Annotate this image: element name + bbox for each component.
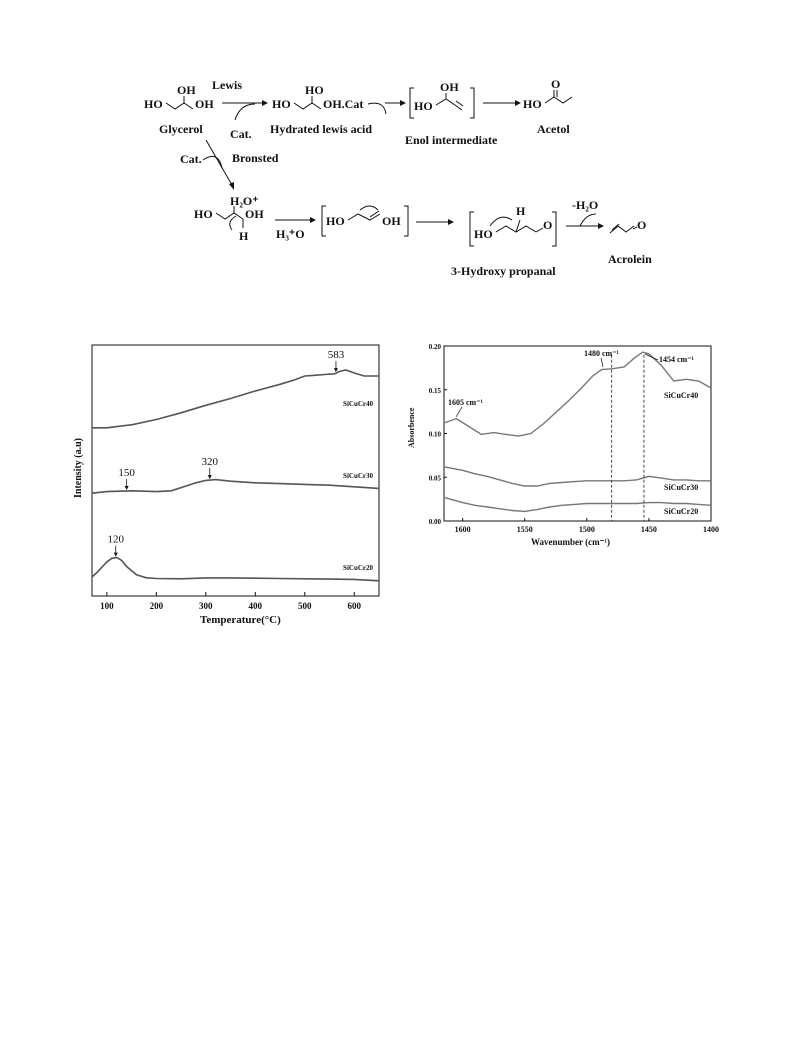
glycerol-oh-right: OH — [195, 97, 214, 111]
hp-ho: HO — [474, 227, 493, 241]
proton-oh: OH — [245, 207, 264, 221]
ftir-ytick-label: 0.15 — [428, 386, 441, 395]
tpd-xtick-label: 300 — [199, 601, 213, 611]
ftir-xlabel: Wavenumber (cm⁻¹) — [531, 537, 611, 547]
glycerol-label: Glycerol — [159, 122, 203, 136]
hydrated-label: Hydrated lewis acid — [270, 122, 372, 136]
hp-label: 3-Hydroxy propanal — [451, 264, 556, 278]
enol-oh: OH — [440, 80, 459, 94]
acrolein-label: Acrolein — [608, 252, 652, 266]
tpd-xtick-label: 400 — [248, 601, 263, 611]
bronsted-label: Bronsted — [232, 151, 279, 165]
ftir-ytick-label: 0.10 — [428, 430, 441, 439]
diol-ho: HO — [326, 214, 345, 228]
ftir-xtick-label: 1500 — [578, 525, 595, 534]
ftir-xtick-label: 1600 — [454, 525, 471, 534]
ftir-annot-label: 1454 cm⁻¹ — [659, 355, 694, 364]
glycerol-ho: HO — [144, 97, 163, 111]
acetol-ho: HO — [523, 97, 542, 111]
tpd-xtick-label: 600 — [347, 601, 362, 611]
tpd-ylabel: Intensity (a.u) — [73, 437, 84, 498]
proton-ho: HO — [194, 207, 213, 221]
ftir-lines — [444, 352, 711, 516]
ftir-xtick-label: 1450 — [640, 525, 657, 534]
ftir-annot-leader — [601, 358, 603, 367]
ftir-series-label: SiCuCr40 — [664, 391, 699, 400]
ftir-annot-leader — [645, 354, 658, 360]
proton-h2o: H₂O⁺ — [230, 194, 259, 208]
acrolein-o: O — [637, 218, 647, 232]
ftir-xtick-label: 1400 — [703, 525, 719, 534]
tpd-series-label: SiCuCr20 — [343, 564, 373, 572]
ftir-annot-label: 1480 cm⁻¹ — [584, 349, 619, 358]
bronsted-cat: Cat. — [180, 152, 202, 166]
ftir-annot-label: 1605 cm⁻¹ — [448, 398, 483, 407]
tpd-series-label: SiCuCr40 — [343, 400, 373, 408]
hp-h: H — [516, 204, 526, 218]
ftir-annot-leader — [456, 407, 462, 417]
h2o-label: -H₂O — [572, 198, 599, 212]
ftir-ytick-label: 0.00 — [428, 518, 441, 526]
lewis-label: Lewis — [212, 78, 242, 92]
enol-ho: HO — [414, 99, 433, 113]
ftir-ytick-label: 0.20 — [428, 343, 441, 351]
tpd-annot-label: 320 — [201, 456, 219, 469]
diol-oh: OH — [382, 214, 401, 228]
tpd-xtick-label: 200 — [149, 601, 164, 611]
ftir-ylabel: Absorbence — [407, 407, 416, 448]
enol-label: Enol intermediate — [405, 133, 498, 147]
ftir-ytick-label: 0.05 — [428, 474, 441, 483]
tpd-annot-label: 120 — [107, 533, 125, 546]
tpd-annot-label: 150 — [118, 466, 135, 479]
tpd-xtick-label: 100 — [100, 601, 114, 611]
proton-h: H — [239, 229, 249, 243]
hp-o: O — [543, 218, 553, 232]
tpd-xlabel: Temperature(°C) — [200, 614, 281, 626]
hydrated-ho: HO — [272, 97, 291, 111]
tpd-annot-label: 583 — [327, 349, 345, 362]
acetol-o: O — [551, 77, 561, 91]
h3o-label: H₃⁺O — [276, 227, 305, 241]
acetol-label: Acetol — [537, 122, 570, 136]
tpd-xtick-label: 500 — [298, 601, 312, 611]
ftir-series-label: SiCuCr30 — [664, 483, 699, 492]
ftir-xtick-label: 1550 — [516, 525, 533, 534]
tpd-series-label: SiCuCr30 — [343, 472, 373, 480]
ftir-series-label: SiCuCr20 — [664, 507, 699, 516]
ftir-annotations — [448, 349, 694, 521]
lewis-cat: Cat. — [230, 127, 252, 141]
glycerol-oh-top: OH — [177, 83, 196, 97]
hydrated-ho-top: HO — [305, 83, 324, 97]
hydrated-ohcat: OH.Cat — [323, 97, 364, 111]
